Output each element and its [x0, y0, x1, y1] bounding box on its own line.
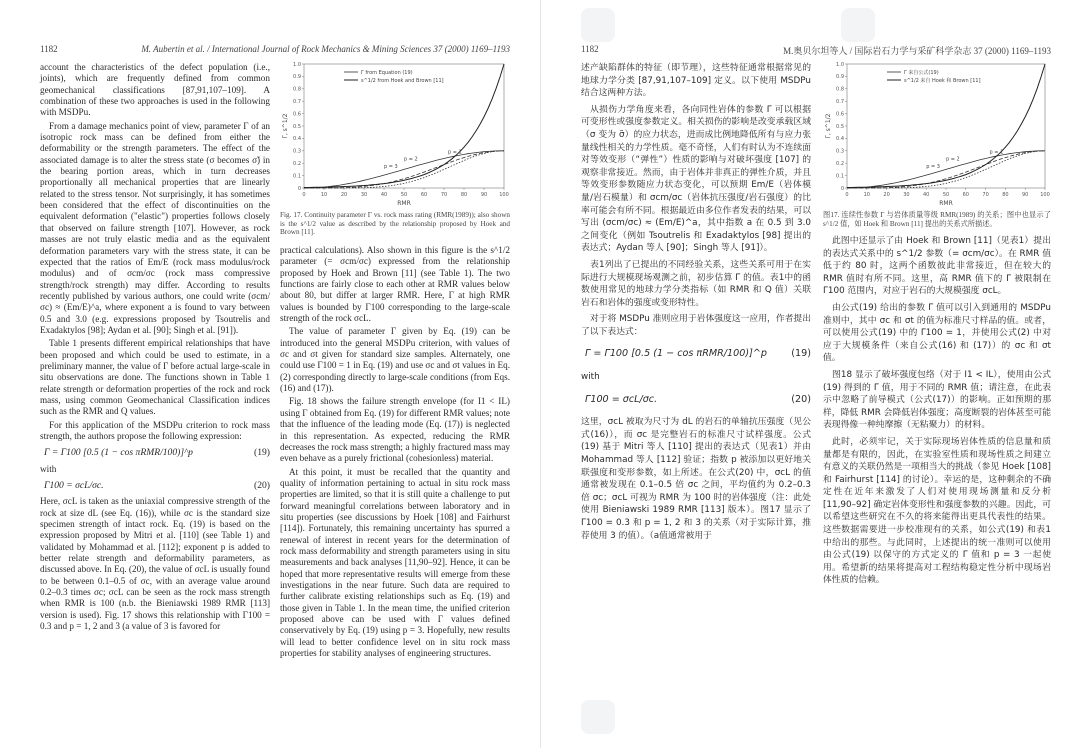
- paragraph: Table 1 presents different empirical relationships that have been proposed and which could be used to estimate, in a preliminary manner, the value of Γ before actual large-scale in situ observations are done. The functions shown in Table 1 relate strength or deformation properties of the rock and rock mass, using common Geomechanical Classification indices such as the RMR and Q values.: [40, 338, 270, 417]
- x-tick-label: 100: [1040, 192, 1050, 198]
- y-tick-label: 0: [840, 185, 844, 192]
- y-tick-label: 0.2: [293, 161, 301, 167]
- left-column-1: [40, 62, 270, 635]
- watermark-icon: [581, 700, 615, 734]
- page-header: [40, 44, 510, 54]
- chinese-page: [540, 0, 1080, 748]
- paragraph: For this application of the MSDPu criterion to rock mass strength, the authors propose the following expression:: [40, 419, 270, 441]
- x-tick-label: 90: [1022, 192, 1029, 198]
- y-tick-label: 0.9: [836, 74, 844, 81]
- page-header: [581, 44, 1051, 57]
- x-tick-label: 80: [1002, 192, 1009, 198]
- page-number: 1182: [40, 44, 58, 54]
- with-label: with: [581, 372, 600, 383]
- figure-caption: Fig. 17. Continuity parameter Γ vs. rock mass rating (RMR(1989)); also shown is the s^1/2 value as described by the relationship proposed by Hoek and Brown [11].: [280, 211, 510, 237]
- x-axis-label: RMR: [397, 200, 411, 207]
- journal-title: M. Aubertin et al. / International Journal of Rock Mechanics & Mining Sciences 37 (2000) 1169–1193: [141, 44, 510, 54]
- paragraph: Fig. 18 shows the failure strength envelope (for I1 < IL) using Γ obtained from Eq. (19) for different RMR values; note that the influence of the leading mode (Eq. (17)) is neglected in this representation. As expected, reducing the RMR decreases the rock mass strength; a highly fractured mass may even behave as a purely frictional (cohesionless) material.: [280, 396, 510, 464]
- figure-17: [280, 58, 510, 237]
- paragraph: 此图中还显示了由 Hoek 和 Brown [11]（见表1）提出的表达式关系中的 s^1/2 参数（= σcm/σc）。在 RMR 值低于约 80 时，这两个函数彼此非常接近，但在较大的 RMR 值时有所不同。这里，高 RMR 值下的 Γ 被限制在 Γ100 范围内，对应于岩石的大规模强度 σcL。: [823, 236, 1051, 297]
- x-tick-label: 40: [380, 192, 388, 198]
- y-tick-label: 0.5: [836, 123, 844, 130]
- curve-annotation: p = 1: [448, 149, 462, 156]
- x-tick-label: 0: [302, 192, 306, 198]
- x-tick-label: 90: [480, 192, 488, 198]
- paragraph: 此时，必须牢记，关于实际现场岩体性质的信息量和质量都是有限的，因此，在实验室性质和现场性质之间建立有意义的关联仍然是一项相当大的挑战（参见 Hoek [108] 和 Fairhurst [114] 的讨论）。幸运的是，这种剩余的不确定性在近年来激发了人们对使用现场测量和反分析 [11,90–92] 确定岩体变形性和强度参数的兴趣。因此，可以希望这些研究在不久的将来能得出更具代表性的结果。这些数据需要进一步校准现有的关系，如公式(19) 和表1 中给出的那些。与此同时，上述提出的统一准则可以使用由公式(19) 以保守的方式定义的 Γ 值和 p = 3 一起使用。希望新的结果将提高对工程结构稳定性分析中现场岩体性质的信赖。: [823, 436, 1051, 586]
- right-column-2: [823, 235, 1051, 591]
- y-tick-label: 0.4: [836, 136, 844, 143]
- figure-17-translated: [823, 58, 1051, 228]
- x-tick-label: 70: [982, 192, 989, 198]
- x-tick-label: 10: [863, 192, 870, 198]
- figure-caption: 图17. 连续性参数 Γ 与岩体质量等级 RMR(1989) 的关系；图中也显示了 s^1/2 值，如 Hoek 和 Brown [11] 提出的关系式所描述。: [823, 211, 1051, 228]
- watermark-icon: [581, 8, 615, 42]
- y-tick-label: 0.7: [836, 99, 844, 105]
- y-axis-label: Γ, s^1/2: [825, 113, 832, 139]
- x-tick-label: 20: [340, 192, 348, 198]
- paragraph: 由公式(19) 给出的参数 Γ 值可以引入到通用的 MSDPu 准则中，其中 σc 和 σt 的值为标准尺寸样品的值。或者，可以使用公式(19) 中的 Γ100 = 1，并使用公式(2) 中对应于大规模条件（来自公式(16) 和 (17)）的 σc 和 σt 值。: [823, 302, 1051, 364]
- y-tick-label: 1.0: [293, 61, 301, 68]
- x-axis-label: RMR: [939, 200, 953, 207]
- watermark-icon: [841, 8, 875, 42]
- journal-title: M.奥贝尔坦等人 / 国际岩石力学与采矿科学杂志 37 (2000) 1169–1193: [783, 46, 1051, 56]
- paragraph: From a damage mechanics point of view, parameter Γ of an isotropic rock mass can be defined from either the deformability or the strength parameters. The effect of the associated damage is to alter the stress state (σ becomes σ̃) in the bearing portion areas, which in turn decreases proportionally all mechanical properties that are linearly related to the stress tensor. Not surprisingly, it has sometimes been considered that the effect of discontinuities on the equivalent deformation ("elastic") properties follows closely that observed on failure strength [107]. However, as rock masses are not truly elastic media and as the equivalent deformation parameters vary with the stress state, it can be expected that the ratios of Em/E (rock mass modulus/rock modulus) and of σcm/σc (rock mass compressive strength/rock strength) may differ. According to results recently published by various authors, one could write (σcm/σc) ≈ (Em/E)^a, where exponent a is found to vary between 0.5 and 3.0 (e.g. expressions proposed by Tsoutrelis and Exadaktylos [98]; Aydan et al. [90]; Singh et al. [91]).: [40, 120, 270, 335]
- x-tick-label: 40: [923, 192, 930, 198]
- paragraph: practical calculations). Also shown in this figure is the s^1/2 parameter (= σcm/σc) expressed from the relationship proposed by Hoek and Brown [11] (see Table 1). The two functions are fairly close to each other at RMR values below about 80, but differ at larger RMR. Here, Γ at high RMR values is bounded by Γ100 corresponding to the large-scale strength of the rock σcL.: [280, 245, 510, 324]
- y-tick-label: 0.2: [836, 161, 844, 167]
- y-tick-label: 0.9: [293, 74, 301, 81]
- paragraph: 对于将 MSDPu 准则应用于岩体强度这一应用，作者提出了以下表达式：: [581, 314, 812, 337]
- y-tick-label: 0.8: [293, 86, 301, 93]
- y-tick-label: 0: [297, 185, 301, 192]
- x-tick-label: 0: [845, 192, 849, 198]
- y-tick-label: 0.5: [293, 123, 301, 130]
- curve-annotation: p = 3: [926, 164, 940, 171]
- curve-annotation: p = 1: [989, 149, 1004, 156]
- paragraph: The value of parameter Γ given by Eq. (19) can be introduced into the general MSDPu criterion, with values of σc and σt given for standard size samples. Alternately, one could use Γ100 = 1 in Eq. (19) and use σc and σt values in Eq. (2) corresponding directly to large-scale conditions (from Eqs. (16) and (17)).: [280, 326, 510, 394]
- curve-annotation: p = 3: [384, 164, 398, 171]
- y-tick-label: 1.0: [836, 61, 844, 68]
- y-axis-label: Γ, s^1/2: [282, 113, 289, 139]
- y-tick-label: 0.6: [836, 111, 844, 118]
- curve-annotation: p = 2: [404, 156, 418, 163]
- paragraph: account the characteristics of the defect population (i.e., joints), which are frequently defined from common geomechanical classifications [87,91,107–109]. A combination of these two approaches is used in the following with MSDPu.: [40, 62, 270, 118]
- equation-19: Γ = Γ100 [0.5 (1 − cos πRMR/100)]^p (19): [44, 447, 270, 459]
- x-tick-label: 30: [360, 192, 368, 198]
- legend-label: Γ 来自公式(19): [904, 70, 939, 76]
- equation-19: Γ = Γ100 [0.5 (1 − cos πRMR/100)]^p (19): [585, 348, 811, 360]
- x-tick-label: 50: [942, 192, 950, 198]
- y-tick-label: 0.3: [293, 148, 301, 155]
- paragraph: 从损伤力学角度来看，各向同性岩体的参数 Γ 可以根据可变形性或强度参数定义。相关损伤的影响是改变承载区域（σ 变为 σ̃）的应力状态，进而成比例地降低所有与应力张量线性相关的力学性质。毫不奇怪，人们有时认为不连续面对等效变形（“弹性”）性质的影响与对破坏强度 [107] 的观察非常接近。然而，由于岩体并非真正的弹性介质，并且等效变形参数随应力状态变化，可以预期 Em/E（岩体模量/岩石模量）和 σcm/σc（岩体抗压强度/岩石强度）的比率可能会有所不同。根据最近由多位作者发表的结果，可以写出 (σcm/σc) ≈ (Em/E)^a，其中指数 a 在 0.5 到 3.0 之间变化（例如 Tsoutrelis 和 Exadaktylos [98] 提出的表达式；Aydan 等人 [90]；Singh 等人 [91]）。: [581, 104, 811, 254]
- paragraph: 图18 显示了破坏强度包络（对于 I1 < IL），使用由公式(19) 得到的 Γ 值，用于不同的 RMR 值；请注意，在此表示中忽略了前导模式（公式(17)）的影响。正如预期的那样，降低 RMR 会降低岩体强度；高度断裂的岩体甚至可能表现得像一种纯摩擦（无粘聚力）的材料。: [823, 369, 1051, 431]
- right-column-1: [581, 62, 811, 546]
- x-tick-label: 60: [420, 192, 428, 198]
- x-tick-label: 60: [962, 192, 969, 198]
- x-tick-label: 70: [440, 192, 448, 198]
- x-tick-label: 50: [400, 192, 408, 198]
- fig17-chart: [823, 58, 1051, 208]
- equation-20: Γ100 = σcL/σc. (20): [585, 393, 811, 405]
- legend-label: s^1/2 来自 Hoek 和 Brown [11]: [904, 78, 981, 84]
- paragraph: 述产缺陷群体的特征（即节理），这些特征通常根据常见的地球力学分类 [87,91,107–109] 定义。以下使用 MSDPu 结合这两种方法。: [581, 63, 811, 99]
- x-tick-label: 30: [903, 192, 910, 198]
- with-label: with: [40, 463, 57, 474]
- left-column-2: [280, 245, 510, 661]
- y-tick-label: 0.6: [293, 111, 301, 118]
- x-tick-label: 80: [460, 192, 468, 198]
- y-tick-label: 0.1: [293, 173, 301, 180]
- paragraph: At this point, it must be recalled that the quantity and quality of information pertaining to actual in situ rock mass properties are limited, so that it is still quite a challenge to put forward meaningful correlations between laboratory and in situ properties (see discussions by Hoek [108] and Fairhurst [114]). Fortunately, this remaining uncertainty has spurred a renewal of interest in recent years for the determination of rock mass deformability and strength parameters using in situ measurements and back analyses [11,90–92]. Hence, it can be hoped that more representative results will emerge from these investigations in the near future. Such data are required to further calibrate existing relationships such as Eq. (19) and those given in Table 1. In the mean time, the unified criterion proposed above can be used with Γ values defined conservatively by Eq. (19) using p = 3. Hopefully, new results will lead to better confidence level on in situ rock mass properties for stability analyses of engineering structures.: [280, 466, 510, 659]
- y-tick-label: 0.8: [836, 86, 844, 93]
- legend-label: s^1/2 from Hoek and Brown [11]: [361, 78, 444, 84]
- legend-label: Γ from Equation (19): [361, 70, 413, 76]
- equation-20: Γ100 = σcL/σc. (20): [44, 480, 270, 492]
- x-tick-label: 10: [320, 192, 328, 198]
- y-tick-label: 0.4: [293, 136, 301, 143]
- paragraph: 表1列出了已提出的不同经验关系，这些关系可用于在实际进行大规模现场观测之前，初步估算 Γ 的值。表1中的函数使用常见的地球力学分类指标（如 RMR 和 Q 值）关联岩石和岩体的强度或变形特性。: [581, 259, 811, 308]
- paragraph: 这里，σcL 被取为尺寸为 dL 的岩石的单轴抗压强度（见公式(16)），而 σc 是完整岩石的标准尺寸试样强度。公式(19) 基于 Mitri 等人 [110] 提出的表达式（见表1）并由 Mohammad 等人 [112] 验证；指数 p 被添加以更好地关联强度和变形参数，如上所述。在公式(20) 中，σcL 的值通常被发现在 0.1–0.5 倍 σc 之间，平均值约为 0.2–0.3 倍 σc；σcL 可视为 RMR 为 100 时的岩体强度（注：此处使用 Bieniawski 1989 RMR [113] 版本）。图17 显示了 Γ100 = 0.3 和 p = 1, 2 和 3 的关系（对于实际计算，推荐使用 3 的值）。（a值通常被用于: [581, 417, 811, 541]
- y-tick-label: 0.7: [293, 99, 301, 105]
- curve-annotation: p = 2: [946, 156, 960, 163]
- fig17-chart: [280, 58, 510, 208]
- x-tick-label: 20: [883, 192, 890, 198]
- y-tick-label: 0.1: [836, 173, 844, 180]
- paragraph: Here, σcL is taken as the uniaxial compressive strength of the rock at size dL (see Eq. (16)), while σc is the standard size specimen strength of intact rock. Eq. (19) is based on the expression proposed by Mitri et al. [110] (see Table 1) and validated by Mohammad et al. [112]; exponent p is added to better relate strength and deformability parameters, as discussed above. In Eq. (20), the value of σcL is usually found to be between 0.1–0.5 of σc, with an average value around 0.2–0.3 times σc; σcL can be seen as the rock mass strength when RMR is 100 (n.b. the Bieniawski 1989 RMR [113] version is used). Fig. 17 shows this relationship with Γ100 = 0.3 and p = 1, 2 and 3 (a value of 3 is favored for: [40, 496, 270, 632]
- page-number: 1182: [581, 44, 599, 54]
- y-tick-label: 0.3: [836, 148, 844, 155]
- x-tick-label: 100: [499, 192, 509, 198]
